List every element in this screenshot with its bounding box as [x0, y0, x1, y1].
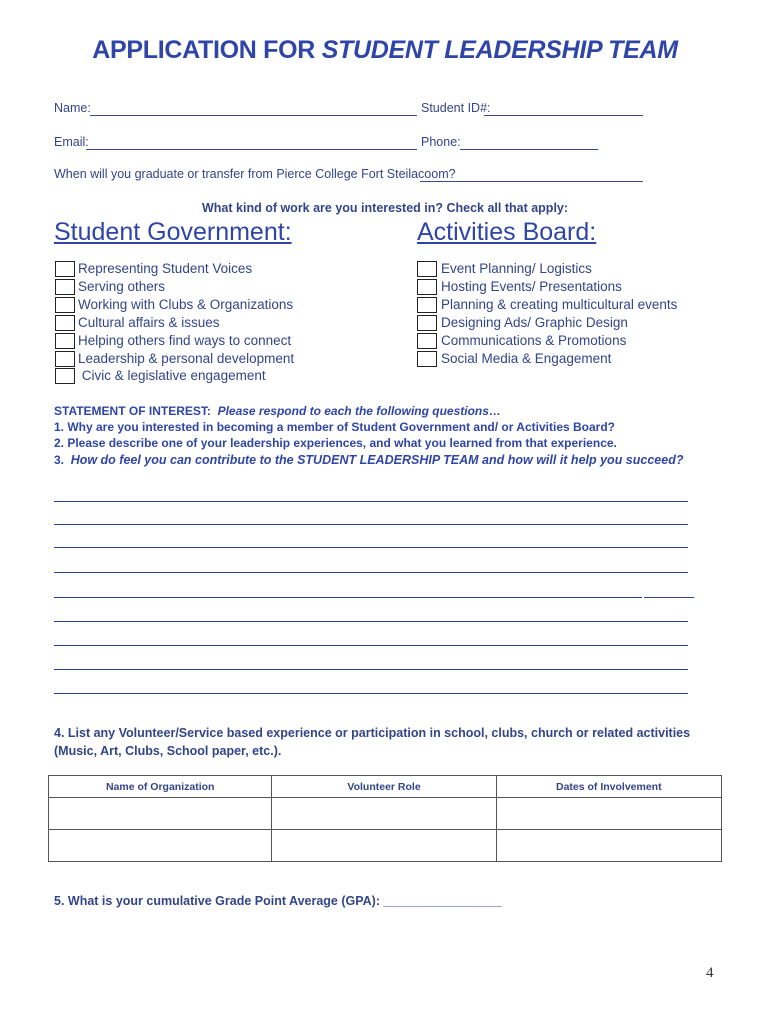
statement-question-1: 1. Why are you interested in becoming a member of Student Government and/ or Activities Board?: [54, 420, 615, 434]
response-line[interactable]: [54, 669, 688, 670]
option-representing-student-voices: Representing Student Voices: [78, 261, 253, 276]
name-label: Name:: [54, 101, 91, 115]
option-social-media: Social Media & Engagement: [441, 351, 612, 366]
option-hosting-events: Hosting Events/ Presentations: [441, 279, 622, 294]
title-plain: APPLICATION FOR: [92, 36, 322, 64]
response-line[interactable]: [54, 693, 688, 694]
option-helping-others-connect: Helping others find ways to connect: [78, 333, 292, 348]
option-serving-others: Serving others: [78, 279, 166, 294]
option-civic-engagement: Civic & legislative engagement: [78, 368, 266, 383]
response-line[interactable]: [54, 501, 688, 502]
checkbox-social-media[interactable]: [417, 351, 437, 367]
table-cell[interactable]: [272, 798, 496, 830]
option-multicultural-events: Planning & creating multicultural events: [441, 297, 678, 312]
checkbox-multicultural-events[interactable]: [417, 297, 437, 313]
response-line-extension: [644, 597, 694, 598]
title-italic: STUDENT LEADERSHIP TEAM: [321, 36, 678, 64]
checkbox-working-with-clubs[interactable]: [55, 297, 75, 313]
email-field[interactable]: [86, 149, 417, 150]
checkbox-cultural-affairs[interactable]: [55, 315, 75, 331]
checkbox-hosting-events[interactable]: [417, 279, 437, 295]
gpa-question[interactable]: 5. What is your cumulative Grade Point Average (GPA): _________________: [54, 894, 502, 908]
table-row: [49, 830, 722, 862]
graduate-label: When will you graduate or transfer from Pierce College Fort Steilacoom?: [54, 167, 456, 181]
table-cell[interactable]: [49, 798, 272, 830]
option-graphic-design: Designing Ads/ Graphic Design: [441, 315, 628, 330]
response-line[interactable]: [54, 572, 688, 573]
name-field[interactable]: [90, 115, 417, 116]
student-id-label: Student ID#:: [421, 101, 491, 115]
graduate-field[interactable]: [420, 181, 643, 182]
column-header-dates: Dates of Involvement: [496, 776, 721, 798]
option-working-with-clubs: Working with Clubs & Organizations: [78, 297, 294, 312]
column-header-organization: Name of Organization: [49, 776, 272, 798]
email-label: Email:: [54, 135, 89, 149]
column-header-volunteer-role: Volunteer Role: [272, 776, 496, 798]
page-number: 4: [706, 965, 714, 981]
checkbox-helping-others-connect[interactable]: [55, 333, 75, 349]
phone-label: Phone:: [421, 135, 461, 149]
table-row: [49, 798, 722, 830]
checkbox-graphic-design[interactable]: [417, 315, 437, 331]
statement-question-3: 3. How do feel you can contribute to the STUDENT LEADERSHIP TEAM and how will it help you succeed?: [54, 453, 684, 467]
checkbox-leadership-development[interactable]: [55, 351, 75, 367]
checkbox-communications[interactable]: [417, 333, 437, 349]
student-government-heading: Student Government:: [54, 218, 292, 246]
checkbox-civic-engagement[interactable]: [55, 368, 75, 384]
interest-question: What kind of work are you interested in? Check all that apply:: [202, 201, 569, 215]
student-id-field[interactable]: [484, 115, 643, 116]
volunteer-question: 4. List any Volunteer/Service based experience or participation in school, clubs, church or related activities (Music, Art, Clubs, School paper, etc.).: [54, 726, 691, 758]
table-cell[interactable]: [496, 798, 721, 830]
table-cell[interactable]: [272, 830, 496, 862]
response-line[interactable]: [54, 621, 688, 622]
statement-heading: STATEMENT OF INTEREST: Please respond to each the following questions…: [54, 404, 501, 418]
page-title: [0, 36, 770, 65]
checkbox-serving-others[interactable]: [55, 279, 75, 295]
checkbox-representing-student-voices[interactable]: [55, 261, 75, 277]
response-line[interactable]: [54, 524, 688, 525]
option-event-planning: Event Planning/ Logistics: [441, 261, 592, 276]
response-line[interactable]: [54, 547, 688, 548]
response-line[interactable]: [54, 597, 642, 598]
option-leadership-development: Leadership & personal development: [78, 351, 295, 366]
phone-field[interactable]: [460, 149, 598, 150]
response-line[interactable]: [54, 645, 688, 646]
table-cell[interactable]: [49, 830, 272, 862]
statement-question-2: 2. Please describe one of your leadership experiences, and what you learned from that experience.: [54, 436, 617, 450]
volunteer-table: [48, 775, 722, 862]
option-communications: Communications & Promotions: [441, 333, 627, 348]
checkbox-event-planning[interactable]: [417, 261, 437, 277]
option-cultural-affairs: Cultural affairs & issues: [78, 315, 220, 330]
table-cell[interactable]: [496, 830, 721, 862]
activities-board-heading: Activities Board:: [417, 218, 597, 246]
